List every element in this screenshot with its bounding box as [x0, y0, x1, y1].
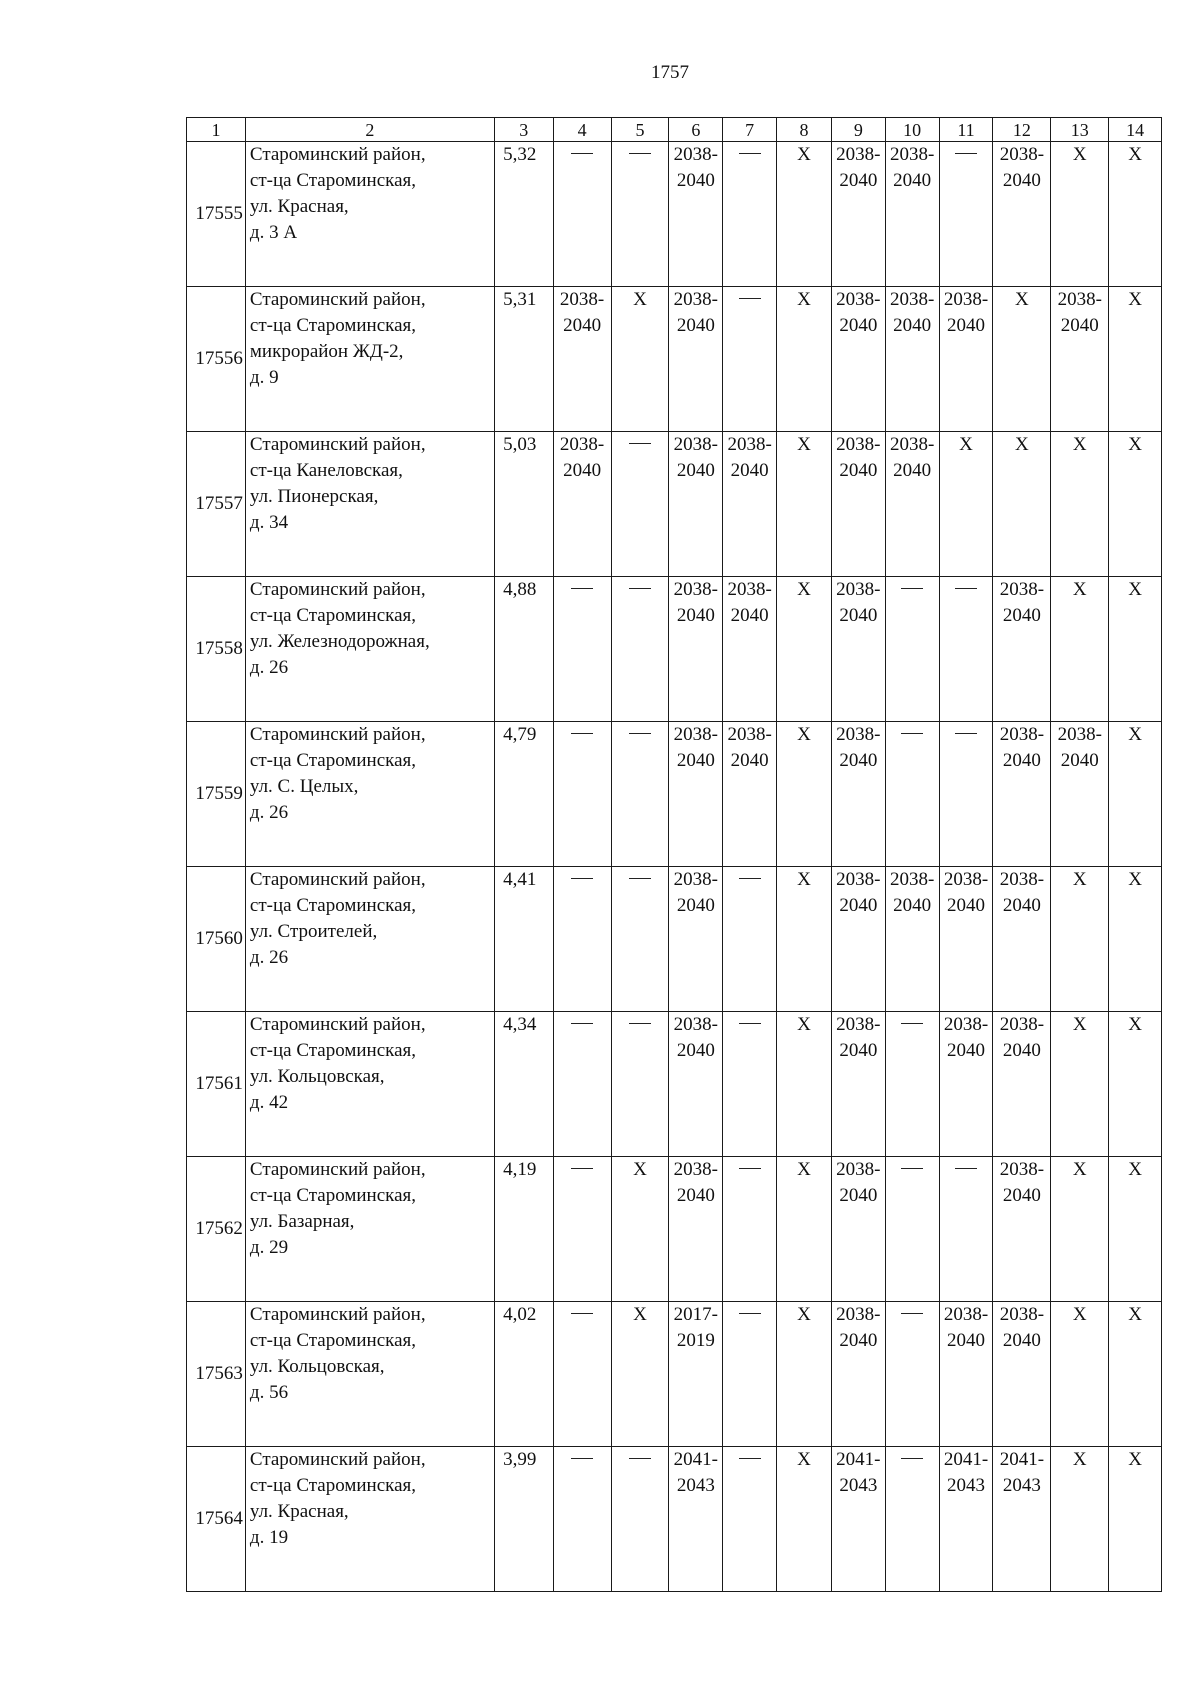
value-cell: 2038- 2040 — [885, 432, 939, 577]
address-cell — [245, 432, 494, 577]
column-number: 3 — [494, 118, 553, 142]
column-number: 7 — [723, 118, 777, 142]
area-cell: 4,34 — [494, 1012, 553, 1157]
area-cell: 5,31 — [494, 287, 553, 432]
value-cell: 2038- 2040 — [993, 722, 1051, 867]
address-line: ул. С. Целых, — [249, 776, 359, 797]
dash-mark — [955, 153, 977, 154]
value-cell — [611, 867, 669, 1012]
table-row — [187, 577, 1162, 722]
value-cell: 2038- 2040 — [553, 432, 611, 577]
address-line: д. 29 — [249, 1237, 289, 1258]
column-number: 8 — [777, 118, 832, 142]
value-cell: 2041- 2043 — [669, 1447, 723, 1592]
value-cell: Х — [1109, 1302, 1162, 1447]
register-table — [186, 117, 1162, 1592]
area-cell: 4,41 — [494, 867, 553, 1012]
value-cell — [723, 287, 777, 432]
address-line: Староминский район, — [249, 434, 426, 455]
value-cell: 2038- 2040 — [939, 287, 993, 432]
dash-mark — [955, 1168, 977, 1169]
value-cell: Х — [777, 1302, 832, 1447]
table-row — [187, 1157, 1162, 1302]
value-cell: Х — [777, 1012, 832, 1157]
dash-mark — [901, 1023, 923, 1024]
dash-mark — [571, 153, 593, 154]
value-cell: 2017- 2019 — [669, 1302, 723, 1447]
value-cell — [723, 142, 777, 287]
dash-mark — [901, 733, 923, 734]
value-cell: 2038- 2040 — [993, 577, 1051, 722]
value-cell — [553, 1012, 611, 1157]
value-cell: 2038- 2040 — [831, 142, 885, 287]
address-cell — [245, 1157, 494, 1302]
value-cell: Х — [1051, 1157, 1109, 1302]
row-number: 17560 — [187, 867, 246, 1012]
address-line: ст-ца Староминская, — [249, 1330, 417, 1351]
address-line: д. 3 А — [249, 222, 298, 243]
address-line: ст-ца Староминская, — [249, 315, 417, 336]
dash-mark — [629, 878, 651, 879]
value-cell — [939, 142, 993, 287]
dash-mark — [571, 1023, 593, 1024]
value-cell: Х — [777, 1157, 832, 1302]
address-line: микрорайон ЖД-2, — [249, 341, 404, 362]
value-cell — [885, 1012, 939, 1157]
value-cell: Х — [1109, 1012, 1162, 1157]
value-cell — [553, 867, 611, 1012]
value-cell: 2038- 2040 — [669, 142, 723, 287]
value-cell: Х — [777, 722, 832, 867]
value-cell: Х — [1051, 577, 1109, 722]
value-cell: 2038- 2040 — [669, 287, 723, 432]
value-cell: 2038- 2040 — [831, 1012, 885, 1157]
table-body — [187, 118, 1162, 1592]
value-cell: 2038- 2040 — [993, 1157, 1051, 1302]
dash-mark — [629, 443, 651, 444]
row-number: 17564 — [187, 1447, 246, 1592]
value-cell — [885, 1302, 939, 1447]
value-cell: 2038- 2040 — [669, 432, 723, 577]
row-number: 17562 — [187, 1157, 246, 1302]
value-cell: Х — [1051, 142, 1109, 287]
address-line: д. 9 — [249, 367, 279, 388]
value-cell: 2038- 2040 — [831, 867, 885, 1012]
area-cell: 4,88 — [494, 577, 553, 722]
dash-mark — [955, 733, 977, 734]
value-cell — [611, 722, 669, 867]
column-number: 1 — [187, 118, 246, 142]
area-cell: 4,19 — [494, 1157, 553, 1302]
dash-mark — [629, 588, 651, 589]
address-cell — [245, 142, 494, 287]
value-cell: Х — [1051, 1302, 1109, 1447]
value-cell: Х — [611, 1157, 669, 1302]
value-cell: Х — [1109, 142, 1162, 287]
row-number: 17559 — [187, 722, 246, 867]
value-cell — [939, 1157, 993, 1302]
value-cell: 2038- 2040 — [723, 432, 777, 577]
row-number: 17556 — [187, 287, 246, 432]
address-cell — [245, 577, 494, 722]
dash-mark — [739, 298, 761, 299]
value-cell: 2038- 2040 — [669, 1012, 723, 1157]
row-number: 17557 — [187, 432, 246, 577]
value-cell — [611, 1012, 669, 1157]
value-cell: Х — [777, 1447, 832, 1592]
table-row — [187, 432, 1162, 577]
column-number: 11 — [939, 118, 993, 142]
area-cell: 4,79 — [494, 722, 553, 867]
address-line: Староминский район, — [249, 144, 426, 165]
value-cell — [939, 577, 993, 722]
address-line: Староминский район, — [249, 1304, 426, 1325]
value-cell: 2038- 2040 — [669, 867, 723, 1012]
value-cell: Х — [611, 287, 669, 432]
value-cell: 2038- 2040 — [831, 432, 885, 577]
value-cell: 2041- 2043 — [831, 1447, 885, 1592]
value-cell: 2041- 2043 — [939, 1447, 993, 1592]
address-line: ст-ца Староминская, — [249, 605, 417, 626]
address-line: ст-ца Староминская, — [249, 1185, 417, 1206]
value-cell — [611, 432, 669, 577]
value-cell — [885, 722, 939, 867]
address-line: д. 42 — [249, 1092, 289, 1113]
value-cell: 2038- 2040 — [939, 1302, 993, 1447]
value-cell: 2038- 2040 — [669, 722, 723, 867]
value-cell — [723, 1302, 777, 1447]
value-cell: Х — [993, 432, 1051, 577]
address-cell — [245, 287, 494, 432]
value-cell: Х — [1109, 577, 1162, 722]
value-cell: Х — [1109, 287, 1162, 432]
value-cell: 2038- 2040 — [831, 287, 885, 432]
address-line: Староминский район, — [249, 1449, 426, 1470]
dash-mark — [571, 1458, 593, 1459]
value-cell: 2038- 2040 — [669, 1157, 723, 1302]
value-cell: Х — [1051, 1012, 1109, 1157]
dash-mark — [955, 588, 977, 589]
address-line: Староминский район, — [249, 1014, 426, 1035]
value-cell — [553, 1447, 611, 1592]
value-cell: 2038- 2040 — [1051, 722, 1109, 867]
address-line: д. 56 — [249, 1382, 289, 1403]
area-cell: 5,03 — [494, 432, 553, 577]
row-number: 17555 — [187, 142, 246, 287]
value-cell: 2038- 2040 — [669, 577, 723, 722]
address-line: д. 26 — [249, 947, 289, 968]
dash-mark — [901, 1168, 923, 1169]
value-cell: Х — [777, 867, 832, 1012]
dash-mark — [901, 588, 923, 589]
address-cell — [245, 867, 494, 1012]
address-cell — [245, 1447, 494, 1592]
value-cell: 2038- 2040 — [831, 722, 885, 867]
value-cell: Х — [1109, 432, 1162, 577]
value-cell: Х — [777, 142, 832, 287]
dash-mark — [739, 1023, 761, 1024]
value-cell — [885, 577, 939, 722]
column-number: 14 — [1109, 118, 1162, 142]
dash-mark — [739, 1313, 761, 1314]
address-line: ст-ца Канеловская, — [249, 460, 403, 481]
address-line: Староминский район, — [249, 1159, 426, 1180]
page-number: 1757 — [651, 62, 689, 83]
address-line: ул. Строителей, — [249, 921, 378, 942]
dash-mark — [739, 1458, 761, 1459]
column-number: 5 — [611, 118, 669, 142]
table-row — [187, 1012, 1162, 1157]
dash-mark — [739, 153, 761, 154]
column-number-row — [187, 118, 1162, 142]
address-line: ул. Красная, — [249, 1501, 349, 1522]
address-line: д. 26 — [249, 802, 289, 823]
table-row — [187, 722, 1162, 867]
dash-mark — [571, 733, 593, 734]
value-cell — [611, 1447, 669, 1592]
dash-mark — [571, 1313, 593, 1314]
address-line: Староминский район, — [249, 289, 426, 310]
area-cell: 4,02 — [494, 1302, 553, 1447]
area-cell: 3,99 — [494, 1447, 553, 1592]
value-cell: Х — [1109, 722, 1162, 867]
dash-mark — [629, 1023, 651, 1024]
value-cell: 2038- 2040 — [885, 867, 939, 1012]
dash-mark — [629, 733, 651, 734]
value-cell — [723, 867, 777, 1012]
value-cell: 2038- 2040 — [993, 867, 1051, 1012]
value-cell: Х — [777, 432, 832, 577]
row-number: 17563 — [187, 1302, 246, 1447]
value-cell: 2038- 2040 — [831, 1157, 885, 1302]
column-number: 6 — [669, 118, 723, 142]
address-line: д. 34 — [249, 512, 289, 533]
value-cell: Х — [1109, 867, 1162, 1012]
value-cell — [723, 1012, 777, 1157]
value-cell — [939, 722, 993, 867]
value-cell: Х — [1051, 432, 1109, 577]
address-line: д. 26 — [249, 657, 289, 678]
value-cell — [611, 142, 669, 287]
address-line: ст-ца Староминская, — [249, 1475, 417, 1496]
address-line: ул. Кольцовская, — [249, 1066, 385, 1087]
dash-mark — [901, 1458, 923, 1459]
value-cell: 2038- 2040 — [831, 577, 885, 722]
column-number: 10 — [885, 118, 939, 142]
address-line: ст-ца Староминская, — [249, 170, 417, 191]
value-cell: 2038- 2040 — [553, 287, 611, 432]
table-row — [187, 142, 1162, 287]
address-cell — [245, 1012, 494, 1157]
table-row — [187, 287, 1162, 432]
value-cell — [611, 577, 669, 722]
value-cell: Х — [777, 577, 832, 722]
dash-mark — [629, 1458, 651, 1459]
dash-mark — [739, 878, 761, 879]
address-line: ул. Базарная, — [249, 1211, 355, 1232]
table-row — [187, 1447, 1162, 1592]
column-number: 2 — [245, 118, 494, 142]
address-line: ул. Пионерская, — [249, 486, 379, 507]
dash-mark — [571, 588, 593, 589]
value-cell — [553, 1157, 611, 1302]
value-cell — [885, 1447, 939, 1592]
value-cell — [553, 142, 611, 287]
value-cell — [723, 1157, 777, 1302]
address-line: д. 19 — [249, 1527, 289, 1548]
column-number: 9 — [831, 118, 885, 142]
area-cell: 5,32 — [494, 142, 553, 287]
dash-mark — [571, 878, 593, 879]
address-line: ст-ца Староминская, — [249, 895, 417, 916]
address-line: ст-ца Староминская, — [249, 1040, 417, 1061]
value-cell — [553, 577, 611, 722]
column-number: 12 — [993, 118, 1051, 142]
value-cell: Х — [1109, 1157, 1162, 1302]
value-cell: 2038- 2040 — [885, 142, 939, 287]
table-row — [187, 1302, 1162, 1447]
value-cell: 2038- 2040 — [723, 577, 777, 722]
value-cell: 2038- 2040 — [723, 722, 777, 867]
value-cell: Х — [1051, 867, 1109, 1012]
value-cell: Х — [993, 287, 1051, 432]
value-cell: 2038- 2040 — [939, 867, 993, 1012]
column-number: 4 — [553, 118, 611, 142]
address-cell — [245, 722, 494, 867]
value-cell: Х — [1109, 1447, 1162, 1592]
value-cell: 2038- 2040 — [939, 1012, 993, 1157]
address-line: Староминский район, — [249, 579, 426, 600]
value-cell: Х — [611, 1302, 669, 1447]
row-number: 17561 — [187, 1012, 246, 1157]
row-number: 17558 — [187, 577, 246, 722]
value-cell: Х — [1051, 1447, 1109, 1592]
value-cell: 2038- 2040 — [831, 1302, 885, 1447]
value-cell — [723, 1447, 777, 1592]
address-line: ул. Кольцовская, — [249, 1356, 385, 1377]
table-row — [187, 867, 1162, 1012]
dash-mark — [739, 1168, 761, 1169]
value-cell: 2038- 2040 — [993, 1012, 1051, 1157]
value-cell: 2038- 2040 — [885, 287, 939, 432]
address-line: ул. Железнодорожная, — [249, 631, 430, 652]
value-cell: 2041- 2043 — [993, 1447, 1051, 1592]
value-cell: Х — [777, 287, 832, 432]
address-line: ст-ца Староминская, — [249, 750, 417, 771]
column-number: 13 — [1051, 118, 1109, 142]
value-cell — [553, 1302, 611, 1447]
dash-mark — [629, 153, 651, 154]
value-cell: 2038- 2040 — [993, 1302, 1051, 1447]
address-cell — [245, 1302, 494, 1447]
address-line: Староминский район, — [249, 869, 426, 890]
dash-mark — [571, 1168, 593, 1169]
address-line: Староминский район, — [249, 724, 426, 745]
value-cell: 2038- 2040 — [993, 142, 1051, 287]
value-cell: 2038- 2040 — [1051, 287, 1109, 432]
value-cell — [885, 1157, 939, 1302]
value-cell — [553, 722, 611, 867]
address-line: ул. Красная, — [249, 196, 349, 217]
value-cell: Х — [939, 432, 993, 577]
dash-mark — [901, 1313, 923, 1314]
